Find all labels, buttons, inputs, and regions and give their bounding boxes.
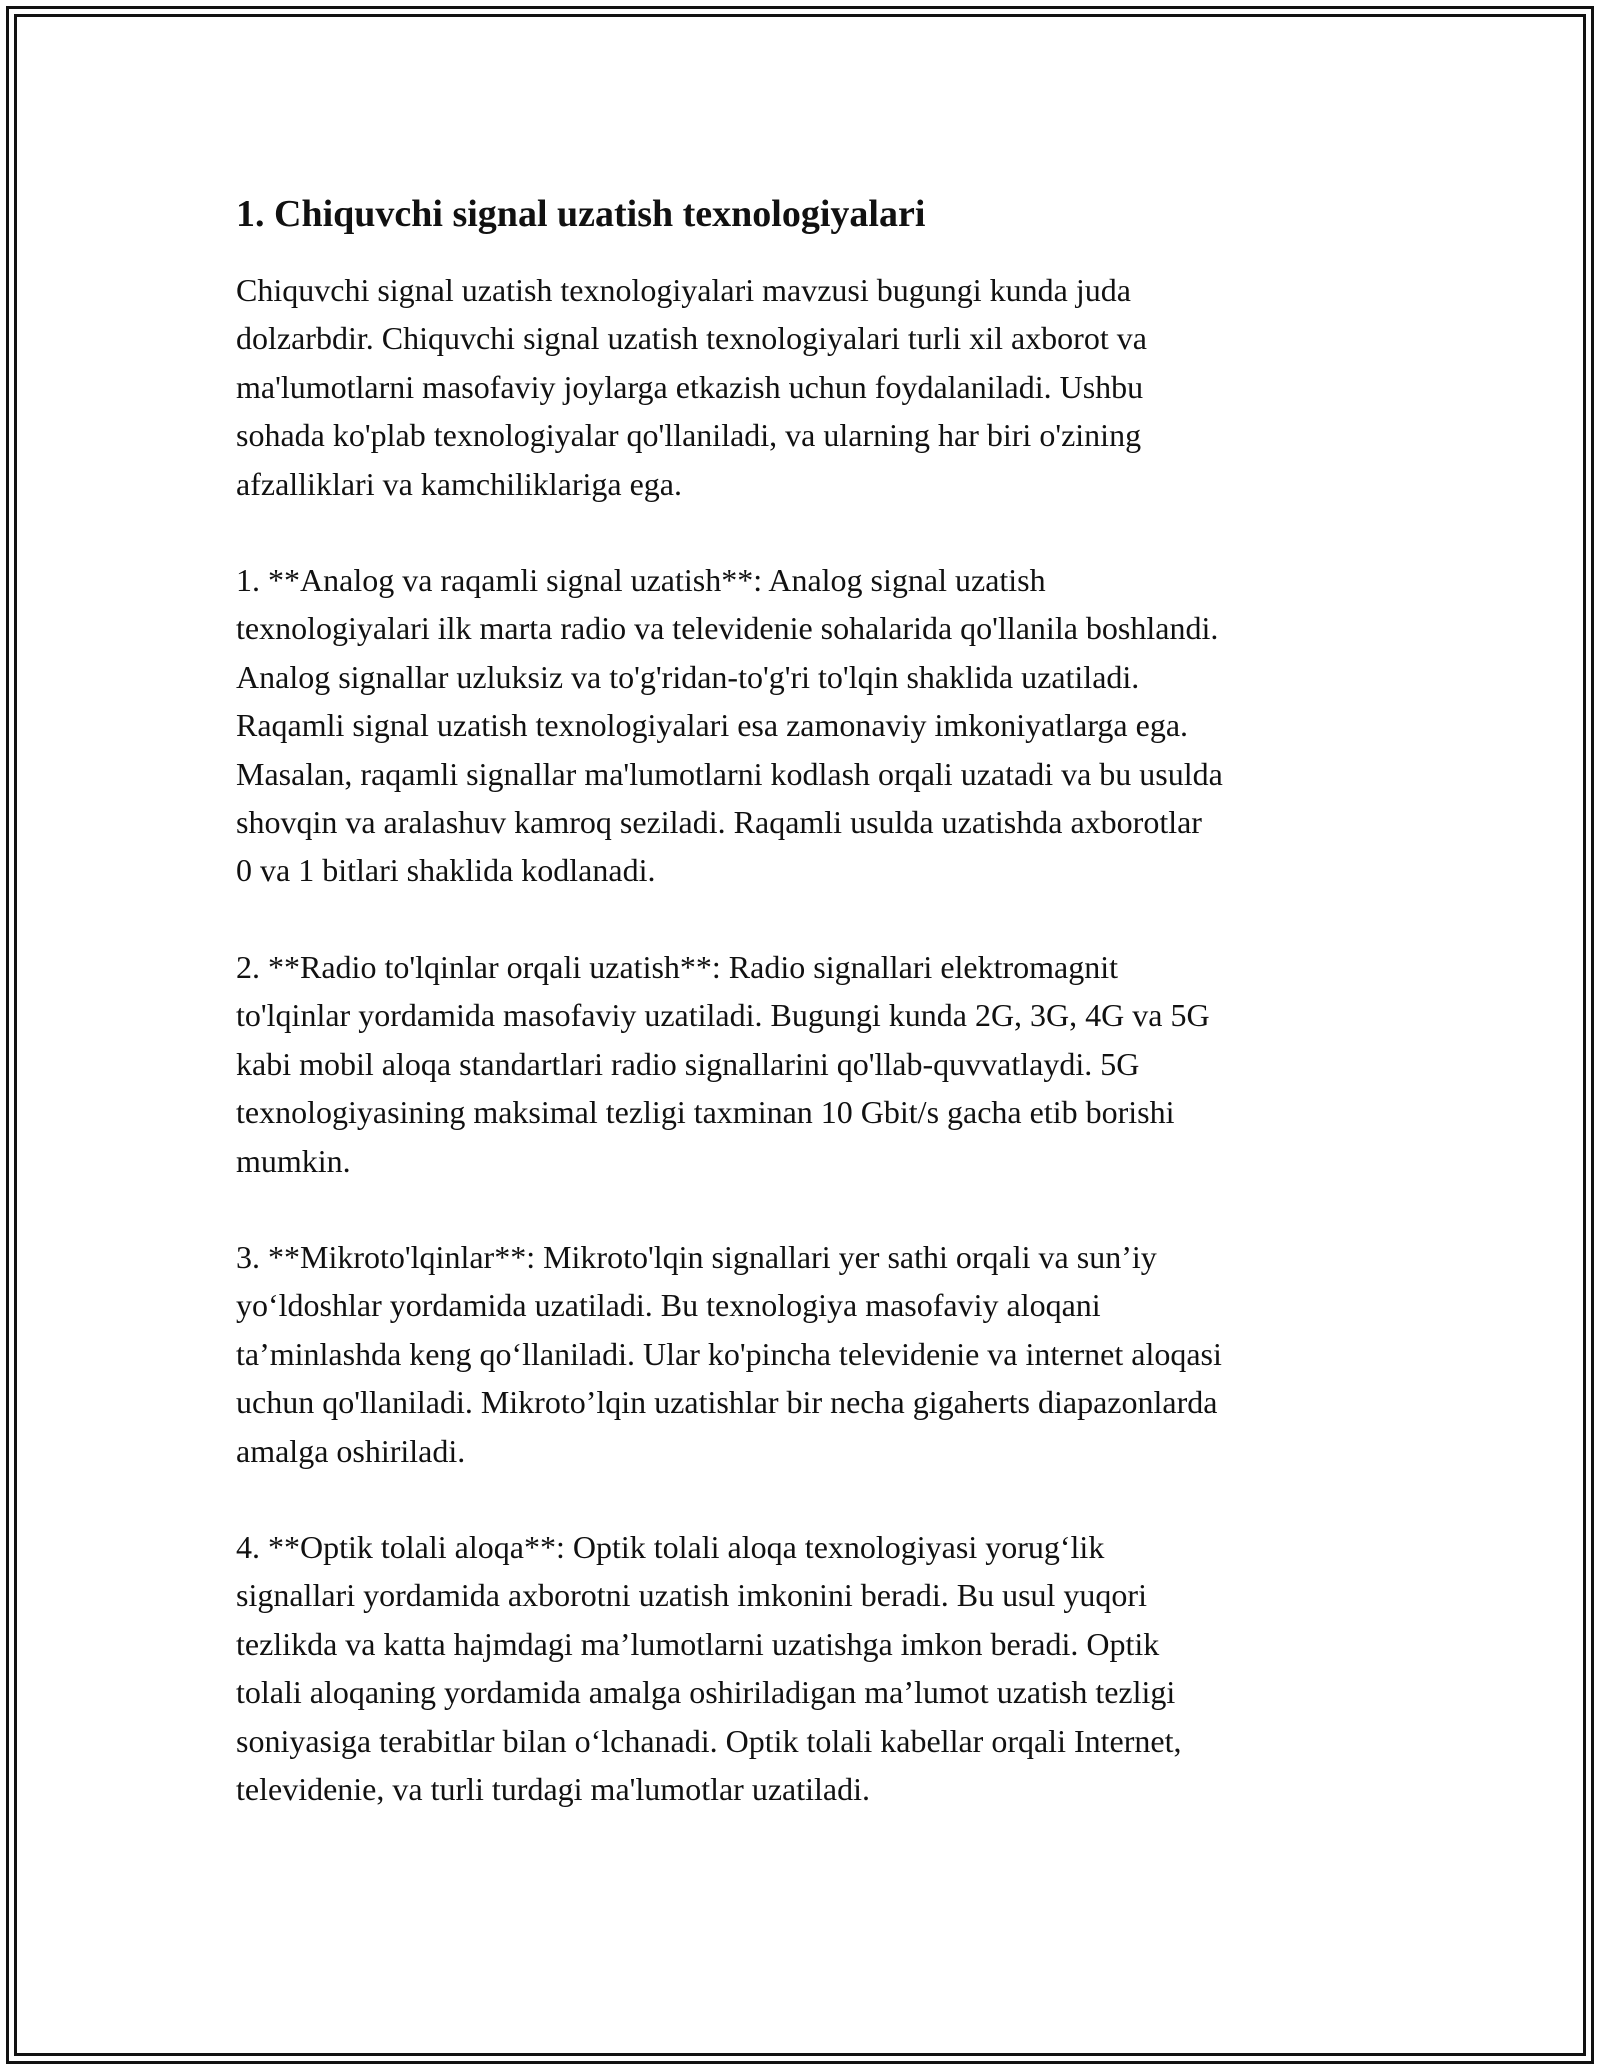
- paragraph-intro: [236, 266, 1376, 508]
- text-line: ta’minlashda keng qo‘llaniladi. Ular ko'pincha televidenie va internet aloqasi: [236, 1335, 1222, 1372]
- text-line: Masalan, raqamli signallar ma'lumotlarni kodlash orqali uzatadi va bu usulda: [236, 755, 1223, 792]
- text-line: 2. **Radio to'lqinlar orqali uzatish**: Radio signallari elektromagnit: [236, 948, 1119, 985]
- text-line: ma'lumotlarni masofaviy joylarga etkazish uchun foydalaniladi. Ushbu: [236, 368, 1144, 405]
- text-line: kabi mobil aloqa standartlari radio signallarini qo'llab-quvvatlaydi. 5G: [236, 1045, 1140, 1082]
- document-body: [236, 186, 1376, 1861]
- paragraph-radio-waves: [236, 943, 1376, 1185]
- text-line: 1. **Analog va raqamli signal uzatish**: Analog signal uzatish: [236, 562, 1046, 599]
- text-line: shovqin va aralashuv kamroq seziladi. Raqamli usulda uzatishda axborotlar: [236, 804, 1202, 841]
- text-line: texnologiyasining maksimal tezligi taxminan 10 Gbit/s gacha etib borishi: [236, 1094, 1175, 1131]
- text-line: to'lqinlar yordamida masofaviy uzatiladi. Bugungi kunda 2G, 3G, 4G va 5G: [236, 997, 1210, 1034]
- text-line: amalga oshiriladi.: [236, 1432, 466, 1469]
- text-line: tezlikda va katta hajmdagi ma’lumotlarni uzatishga imkon beradi. Optik: [236, 1625, 1160, 1662]
- text-line: Raqamli signal uzatish texnologiyalari esa zamonaviy imkoniyatlarga ega.: [236, 707, 1189, 744]
- text-line: afzalliklari va kamchiliklariga ega.: [236, 465, 682, 502]
- text-line: 4. **Optik tolali aloqa**: Optik tolali aloqa texnologiyasi yorug‘lik: [236, 1528, 1105, 1565]
- text-line: 0 va 1 bitlari shaklida kodlanadi.: [236, 852, 656, 889]
- text-line: texnologiyalari ilk marta radio va televidenie sohalarida qo'llanila boshlandi.: [236, 610, 1219, 647]
- text-line: mumkin.: [236, 1142, 351, 1179]
- paragraph-analog-digital: [236, 556, 1376, 895]
- paragraph-microwaves: [236, 1233, 1376, 1475]
- text-line: yo‘ldoshlar yordamida uzatiladi. Bu texnologiya masofaviy aloqani: [236, 1287, 1101, 1324]
- text-line: 3. **Mikroto'lqinlar**: Mikroto'lqin signallari yer sathi orqali va sun’iy: [236, 1238, 1157, 1275]
- text-line: uchun qo'llaniladi. Mikroto’lqin uzatishlar bir necha gigaherts diapazonlarda: [236, 1384, 1218, 1421]
- text-line: dolzarbdir. Chiquvchi signal uzatish texnologiyalari turli xil axborot va: [236, 320, 1147, 357]
- text-line: Analog signallar uzluksiz va to'g'ridan-to'g'ri to'lqin shaklida uzatiladi.: [236, 658, 1140, 695]
- document-heading: 1. Chiquvchi signal uzatish texnologiyalari: [236, 193, 926, 235]
- text-line: televidenie, va turli turdagi ma'lumotlar uzatiladi.: [236, 1770, 870, 1807]
- text-line: tolali aloqaning yordamida amalga oshiriladigan ma’lumot uzatish tezligi: [236, 1674, 1176, 1711]
- text-line: sohada ko'plab texnologiyalar qo'llaniladi, va ularning har biri o'zining: [236, 417, 1142, 454]
- text-line: Chiquvchi signal uzatish texnologiyalari mavzusi bugungi kunda juda: [236, 272, 1131, 308]
- text-line: signallari yordamida axborotni uzatish imkonini beradi. Bu usul yuqori: [236, 1577, 1147, 1614]
- paragraph-optical-fiber: [236, 1523, 1376, 1813]
- text-line: soniyasiga terabitlar bilan o‘lchanadi. Optik tolali kabellar orqali Internet,: [236, 1722, 1182, 1759]
